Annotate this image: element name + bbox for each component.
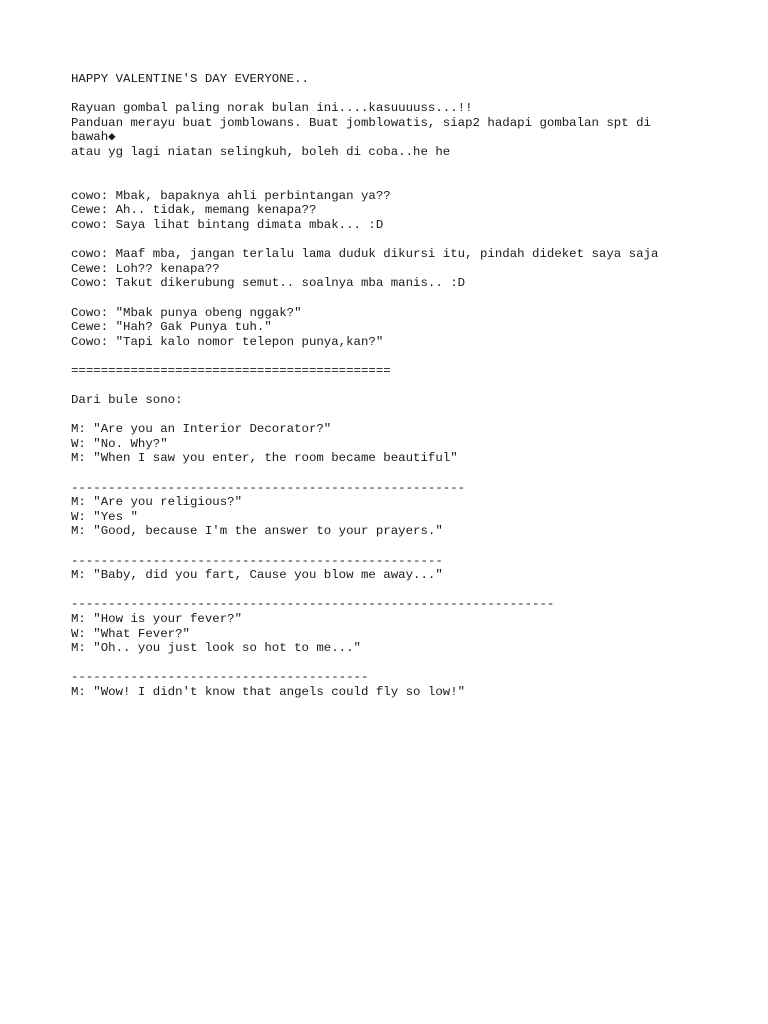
dialogue-line: M: "Good, because I'm the answer to your prayers." xyxy=(71,524,443,539)
dialogue-line: Cewe: "Hah? Gak Punya tuh." xyxy=(71,320,272,335)
spacer xyxy=(71,583,711,598)
dialogue-line: M: "Wow! I didn't know that angels could fly so low!" xyxy=(71,684,466,699)
divider-dashes: ---------------------------------------- xyxy=(71,670,369,685)
dialogue-line: M: "Are you an Interior Decorator?" xyxy=(71,422,332,437)
document-header: HAPPY VALENTINE'S DAY EVERYONE.. xyxy=(71,72,309,86)
dialogue-line: Cowo: "Mbak punya obeng nggak?" xyxy=(71,305,302,320)
spacer xyxy=(71,160,711,189)
dialogue-line: W: "No. Why?" xyxy=(71,436,168,451)
dialogue-line: Cowo: "Tapi kalo nomor telepon punya,kan?" xyxy=(71,334,384,349)
dialogue-line: M: "How is your fever?" xyxy=(71,611,243,626)
divider-dashes: -------------------------------------------------- xyxy=(71,553,443,568)
spacer xyxy=(71,408,711,423)
spacer xyxy=(71,656,711,671)
spacer xyxy=(71,233,711,248)
intro-line: Panduan merayu buat jomblowans. Buat jomblowatis, siap2 hadapi gombalan spt di xyxy=(71,115,651,130)
dialogue-line: W: "What Fever?" xyxy=(71,626,190,641)
spacer xyxy=(71,539,711,554)
divider-dashes: ----------------------------------------------------- xyxy=(71,480,466,495)
divider-dashes: ----------------------------------------------------------------- xyxy=(71,597,555,612)
dialogue-line: M: "Are you religious?" xyxy=(71,495,243,510)
intro-line: atau yg lagi niatan selingkuh, boleh di coba..he he xyxy=(71,144,451,159)
intro-line: bawah◆ xyxy=(71,130,116,145)
spacer xyxy=(71,378,711,393)
divider-equals: =========================================== xyxy=(71,363,391,378)
dialogue-line: M: "Oh.. you just look so hot to me..." xyxy=(71,641,361,656)
dialogue-line: Cowo: Takut dikerubung semut.. soalnya mba manis.. :D xyxy=(71,276,466,291)
intro-line: Rayuan gombal paling norak bulan ini....kasuuuuss...!! xyxy=(71,101,473,116)
dialogue-line: cowo: Mbak, bapaknya ahli perbintangan ya?? xyxy=(71,188,391,203)
dialogue-line: M: "When I saw you enter, the room became beautiful" xyxy=(71,451,458,466)
section-heading: Dari bule sono: xyxy=(71,393,183,408)
dialogue-line: W: "Yes " xyxy=(71,509,138,524)
dialogue-line: cowo: Saya lihat bintang dimata mbak... :D xyxy=(71,217,384,232)
dialogue-line: Cewe: Ah.. tidak, memang kenapa?? xyxy=(71,203,317,218)
document-body xyxy=(71,72,711,700)
spacer xyxy=(71,87,711,102)
dialogue-line: cowo: Maaf mba, jangan terlalu lama duduk dikursi itu, pindah dideket saya saja xyxy=(71,247,659,262)
spacer xyxy=(71,466,711,481)
spacer xyxy=(71,349,711,364)
dialogue-line: M: "Baby, did you fart, Cause you blow me away..." xyxy=(71,568,443,583)
spacer xyxy=(71,291,711,306)
dialogue-line: Cewe: Loh?? kenapa?? xyxy=(71,261,220,276)
